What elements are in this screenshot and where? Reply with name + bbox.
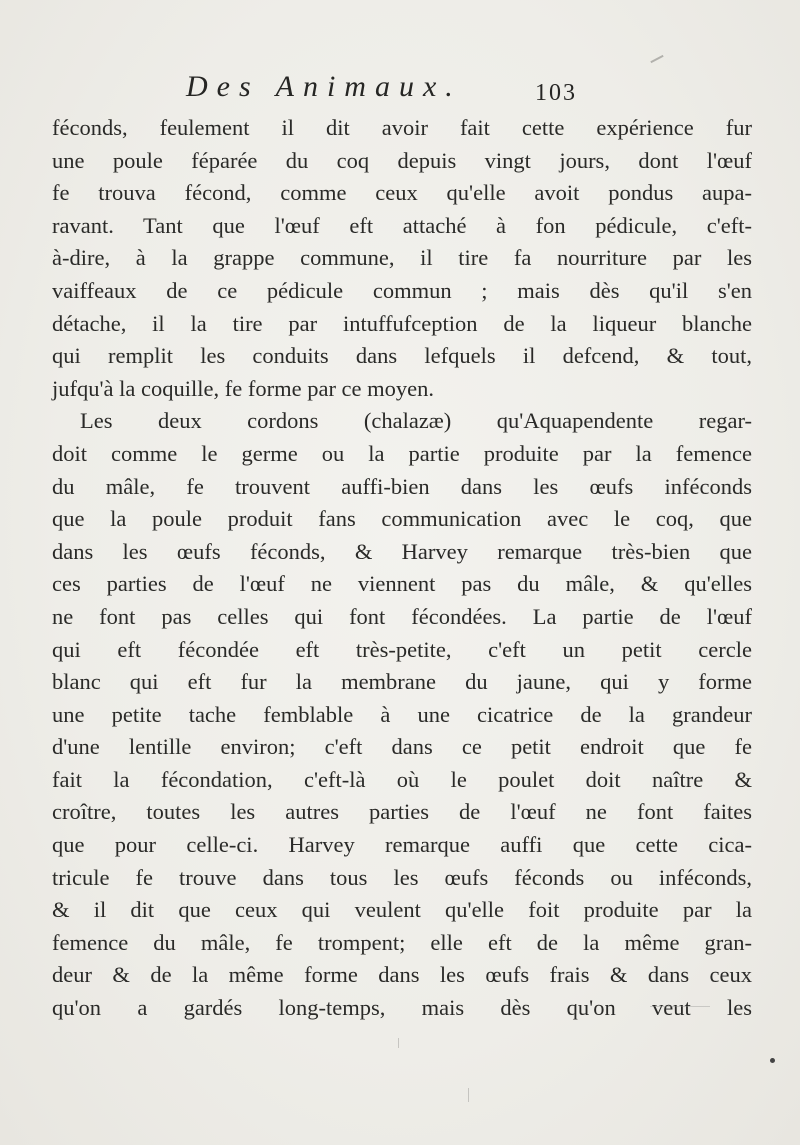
paper-mark <box>650 55 663 63</box>
text-line: d'une lentille environ; c'eft dans ce petit endroit que fe <box>52 734 752 760</box>
text-line: détache, il la tire par intuffufception de la liqueur blanche <box>52 310 752 336</box>
body-text <box>52 112 752 1025</box>
paragraph-start-line: Les deux cordons (chalazæ) qu'Aquapendente regar- <box>80 408 752 434</box>
paper-mark <box>770 1058 775 1063</box>
text-line: que la poule produit fans communication avec le coq, que <box>52 506 752 532</box>
text-line: vaiffeaux de ce pédicule commun ; mais dès qu'il s'en <box>52 277 752 303</box>
text-line: blanc qui eft fur la membrane du jaune, qui y forme <box>52 669 752 695</box>
text-line: qui remplit les conduits dans lefquels il defcend, & tout, <box>52 343 752 369</box>
text-line: du mâle, fe trouvent auffi-bien dans les œufs inféconds <box>52 473 752 499</box>
text-line: doit comme le germe ou la partie produite par la femence <box>52 440 752 466</box>
text-line: fe trouva fécond, comme ceux qu'elle avoit pondus aupa- <box>52 180 752 206</box>
text-line: ne font pas celles qui font fécondées. La partie de l'œuf <box>52 603 752 629</box>
text-line: une petite tache femblable à une cicatrice de la grandeur <box>52 701 752 727</box>
text-line: qu'on a gardés long-temps, mais dès qu'on veut les <box>52 995 752 1021</box>
text-line: ravant. Tant que l'œuf eft attaché à fon pédicule, c'eft- <box>52 212 752 238</box>
text-line: & il dit que ceux qui veulent qu'elle foit produite par la <box>52 897 752 923</box>
page-number: 103 <box>535 80 577 106</box>
text-line: croître, toutes les autres parties de l'œuf ne font faites <box>52 799 752 825</box>
running-head <box>0 70 800 118</box>
paper-mark <box>468 1088 469 1102</box>
text-line: deur & de la même forme dans les œufs frais & dans ceux <box>52 962 752 988</box>
text-line: femence du mâle, fe trompent; elle eft de la même gran- <box>52 929 752 955</box>
text-line: à-dire, à la grappe commune, il tire fa nourriture par les <box>52 245 752 271</box>
text-line: que pour celle-ci. Harvey remarque auffi que cette cica- <box>52 832 752 858</box>
text-line: tricule fe trouve dans tous les œufs féconds ou inféconds, <box>52 864 752 890</box>
text-line: une poule féparée du coq depuis vingt jours, dont l'œuf <box>52 147 752 173</box>
text-line: dans les œufs féconds, & Harvey remarque très-bien que <box>52 538 752 564</box>
paper-mark <box>398 1038 399 1048</box>
paper-mark <box>650 1006 710 1007</box>
text-line: ces parties de l'œuf ne viennent pas du mâle, & qu'elles <box>52 571 752 597</box>
text-line: féconds, feulement il dit avoir fait cette expérience fur <box>52 115 752 140</box>
text-line: qui eft fécondée eft très-petite, c'eft un petit cercle <box>52 636 752 662</box>
text-line: fait la fécondation, c'eft-là où le poulet doit naître & <box>52 766 752 792</box>
text-line: jufqu'à la coquille, fe forme par ce moyen. <box>52 375 435 401</box>
running-title: Des Animaux. <box>186 70 462 103</box>
